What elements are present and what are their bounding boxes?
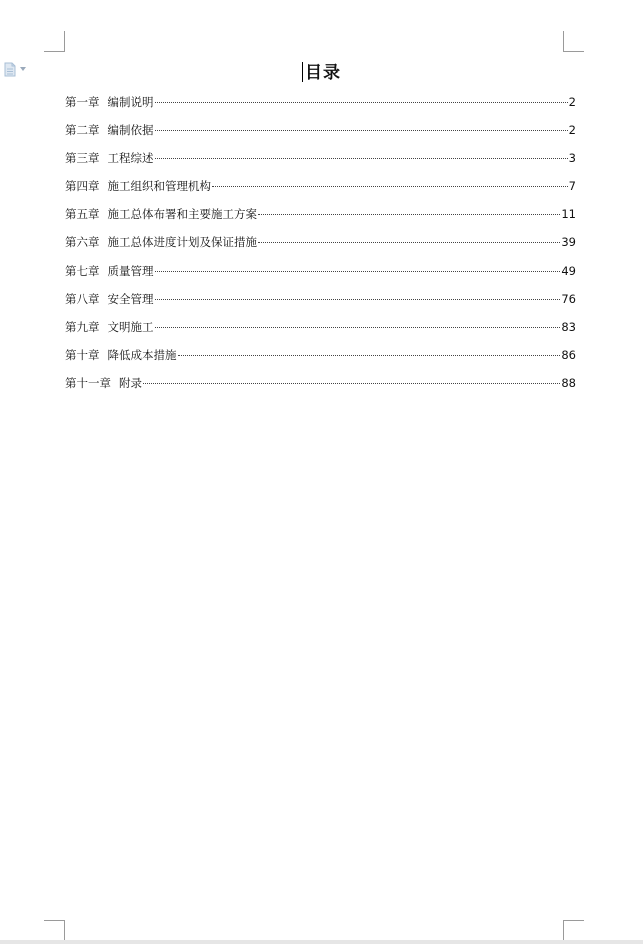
- toc-page-number: 11: [561, 207, 576, 222]
- toc-dot-leader: [143, 383, 560, 384]
- toc-dot-leader: [155, 102, 568, 103]
- toc-page-number: 7: [568, 179, 576, 194]
- toc-dot-leader: [155, 130, 568, 131]
- toc-page-number: 2: [568, 123, 576, 138]
- toc-page-number: 86: [561, 347, 576, 362]
- text-cursor: [302, 62, 303, 82]
- toc-chapter-title: 编制说明: [107, 95, 154, 109]
- toc-chapter-number: 第十一章: [65, 375, 111, 390]
- toc-page-number: 3: [568, 151, 576, 166]
- toc-entry[interactable]: [65, 150, 576, 178]
- toc-page-number: 2: [568, 95, 576, 109]
- toc-dot-leader: [178, 355, 561, 356]
- toc-heading[interactable]: [0, 58, 643, 83]
- toc-chapter-title: 附录: [119, 375, 142, 390]
- table-of-contents: [65, 94, 576, 403]
- toc-chapter-number: 第八章: [65, 291, 100, 306]
- toc-chapter-title: 编制依据: [107, 123, 154, 138]
- toc-chapter-number: 第七章: [65, 263, 100, 278]
- toc-page-number: 76: [561, 291, 576, 306]
- toc-page-number: 83: [561, 319, 576, 334]
- toc-chapter-number: 第一章: [65, 95, 100, 109]
- toc-chapter-number: 第三章: [65, 151, 100, 166]
- toc-page-number: 88: [561, 375, 576, 390]
- crop-mark-top-left: [44, 31, 65, 52]
- toc-chapter-title: 安全管理: [107, 291, 154, 306]
- toc-chapter-title: 质量管理: [107, 263, 154, 278]
- toc-heading-text: 目录: [305, 63, 341, 83]
- toc-dot-leader: [212, 186, 568, 187]
- toc-page-number: 39: [561, 235, 576, 250]
- toc-chapter-title: 施工总体布署和主要施工方案: [107, 207, 257, 222]
- toc-dot-leader: [258, 242, 560, 243]
- page-bottom-edge: [0, 940, 643, 944]
- crop-mark-bottom-right: [563, 920, 584, 941]
- toc-chapter-number: 第九章: [65, 319, 100, 334]
- toc-dot-leader: [155, 271, 561, 272]
- toc-entry[interactable]: [65, 375, 576, 403]
- toc-dot-leader: [155, 327, 561, 328]
- toc-dot-leader: [155, 158, 568, 159]
- toc-dot-leader: [155, 299, 561, 300]
- toc-chapter-number: 第六章: [65, 235, 100, 250]
- toc-page-number: 49: [561, 263, 576, 278]
- toc-chapter-number: 第五章: [65, 207, 100, 222]
- toc-entry[interactable]: [65, 122, 576, 150]
- crop-mark-bottom-left: [44, 920, 65, 941]
- toc-entry[interactable]: [65, 234, 576, 262]
- toc-entry[interactable]: [65, 319, 576, 347]
- toc-chapter-title: 文明施工: [107, 319, 154, 334]
- toc-chapter-number: 第二章: [65, 123, 100, 138]
- toc-chapter-title: 施工组织和管理机构: [107, 179, 211, 194]
- toc-dot-leader: [258, 214, 560, 215]
- toc-entry[interactable]: [65, 94, 576, 122]
- toc-chapter-title: 降低成本措施: [107, 347, 177, 362]
- toc-chapter-number: 第十章: [65, 347, 100, 362]
- toc-chapter-number: 第四章: [65, 179, 100, 194]
- toc-entry[interactable]: [65, 263, 576, 291]
- toc-entry[interactable]: [65, 178, 576, 206]
- toc-chapter-title: 工程综述: [107, 151, 154, 166]
- toc-chapter-title: 施工总体进度计划及保证措施: [107, 235, 257, 250]
- toc-entry[interactable]: [65, 291, 576, 319]
- toc-entry[interactable]: [65, 206, 576, 234]
- toc-entry[interactable]: [65, 347, 576, 375]
- crop-mark-top-right: [563, 31, 584, 52]
